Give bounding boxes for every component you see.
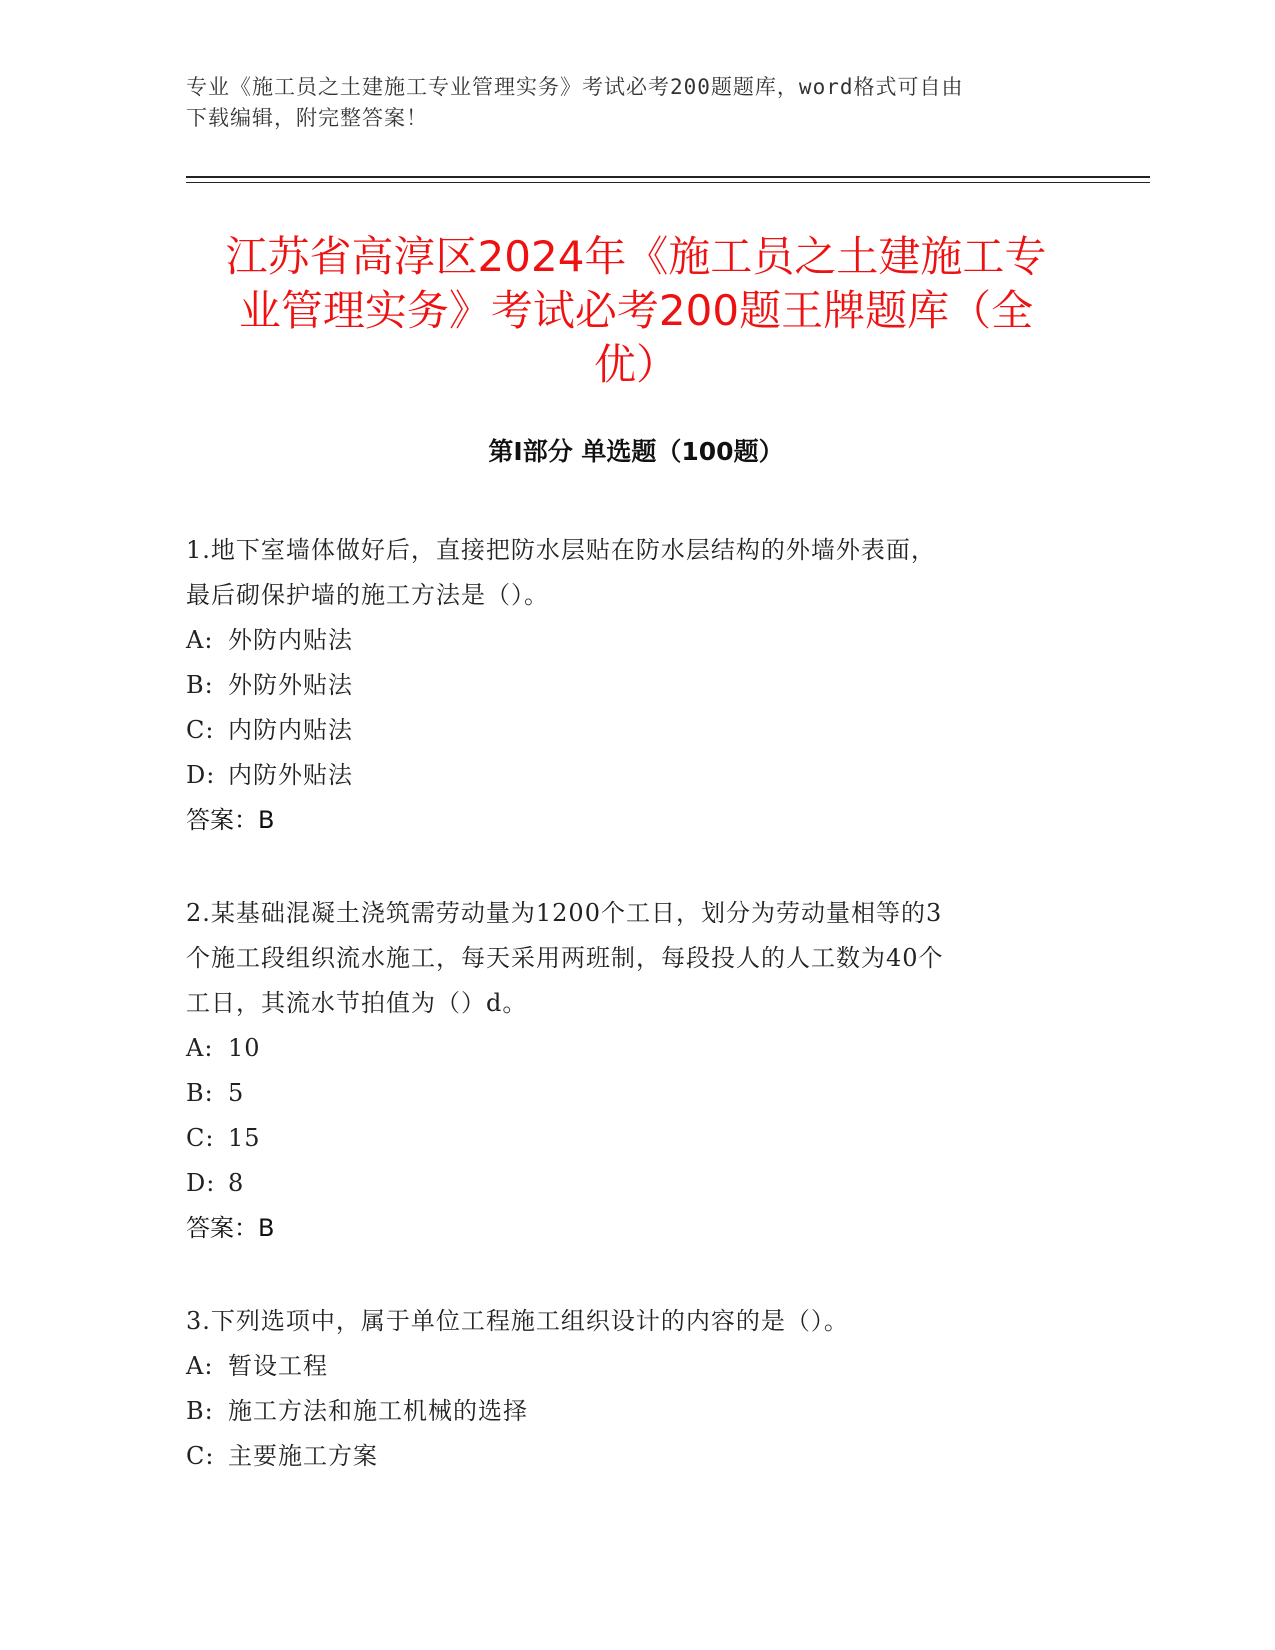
question-item [186,1299,1066,1479]
option-letter: D: [186,761,216,789]
option-item [186,663,1066,708]
stem-line: 个施工段组织流水施工，每天采用两班制，每段投人的人工数为40个 [186,944,944,972]
option-list [186,1026,1066,1206]
option-text: 内防外贴法 [228,761,353,789]
option-letter: B: [186,671,214,699]
option-letter: A: [186,626,214,654]
option-letter: D: [186,1169,216,1197]
option-item [186,753,1066,798]
option-item [186,1434,1066,1479]
option-list [186,618,1066,798]
stem-line: 2.某基础混凝土浇筑需劳动量为1200个工日，划分为劳动量相等的3 [186,899,943,927]
option-text: 外防内贴法 [228,626,353,654]
section-title: 第Ⅰ部分 单选题（100题） [488,437,784,466]
option-letter: B: [186,1079,214,1107]
option-item [186,1161,1066,1206]
option-item [186,618,1066,663]
option-text: 内防内贴法 [228,716,353,744]
header-note-line: 专业《施工员之土建施工专业管理实务》考试必考200题题库，word格式可自由 [186,75,964,99]
option-text: 5 [228,1079,245,1107]
question-stem [186,891,1066,1026]
option-item [186,1071,1066,1116]
option-text: 外防外贴法 [228,671,353,699]
answer-label: 答案：B [186,1214,275,1242]
option-item [186,1344,1066,1389]
option-text: 施工方法和施工机械的选择 [228,1397,528,1425]
stem-line: 最后砌保护墙的施工方法是（）。 [186,581,549,609]
option-item [186,1389,1066,1434]
question-item [186,528,1066,843]
option-letter: A: [186,1352,214,1380]
question-list [186,528,1066,1527]
option-text: 15 [228,1124,261,1152]
header-divider-thin [186,182,1150,183]
header-note-line: 下载编辑，附完整答案！ [186,106,428,130]
option-text: 10 [228,1034,261,1062]
option-letter: B: [186,1397,214,1425]
option-item [186,708,1066,753]
option-item [186,1116,1066,1161]
option-letter: C: [186,1442,215,1470]
option-text: 主要施工方案 [228,1442,378,1470]
option-item [186,1026,1066,1071]
answer-label: 答案：B [186,806,275,834]
stem-line: 1.地下室墙体做好后，直接把防水层贴在防水层结构的外墙外表面， [186,536,936,564]
title-line: 江苏省高淳区2024年《施工员之土建施工专 [225,232,1047,281]
header-note [186,72,1066,134]
stem-line: 3.下列选项中，属于单位工程施工组织设计的内容的是（）。 [186,1307,849,1335]
header-divider [186,176,1150,178]
option-letter: A: [186,1034,214,1062]
question-stem [186,1299,1066,1344]
document-title [186,230,1086,392]
option-text: 暂设工程 [228,1352,328,1380]
title-line: 优） [593,340,678,389]
question-item [186,891,1066,1251]
option-letter: C: [186,1124,215,1152]
stem-line: 工日，其流水节拍值为（）d。 [186,989,528,1017]
title-line: 业管理实务》考试必考200题王牌题库（全 [238,286,1034,335]
option-list [186,1344,1066,1479]
option-letter: C: [186,716,215,744]
question-stem [186,528,1066,618]
option-text: 8 [228,1169,245,1197]
